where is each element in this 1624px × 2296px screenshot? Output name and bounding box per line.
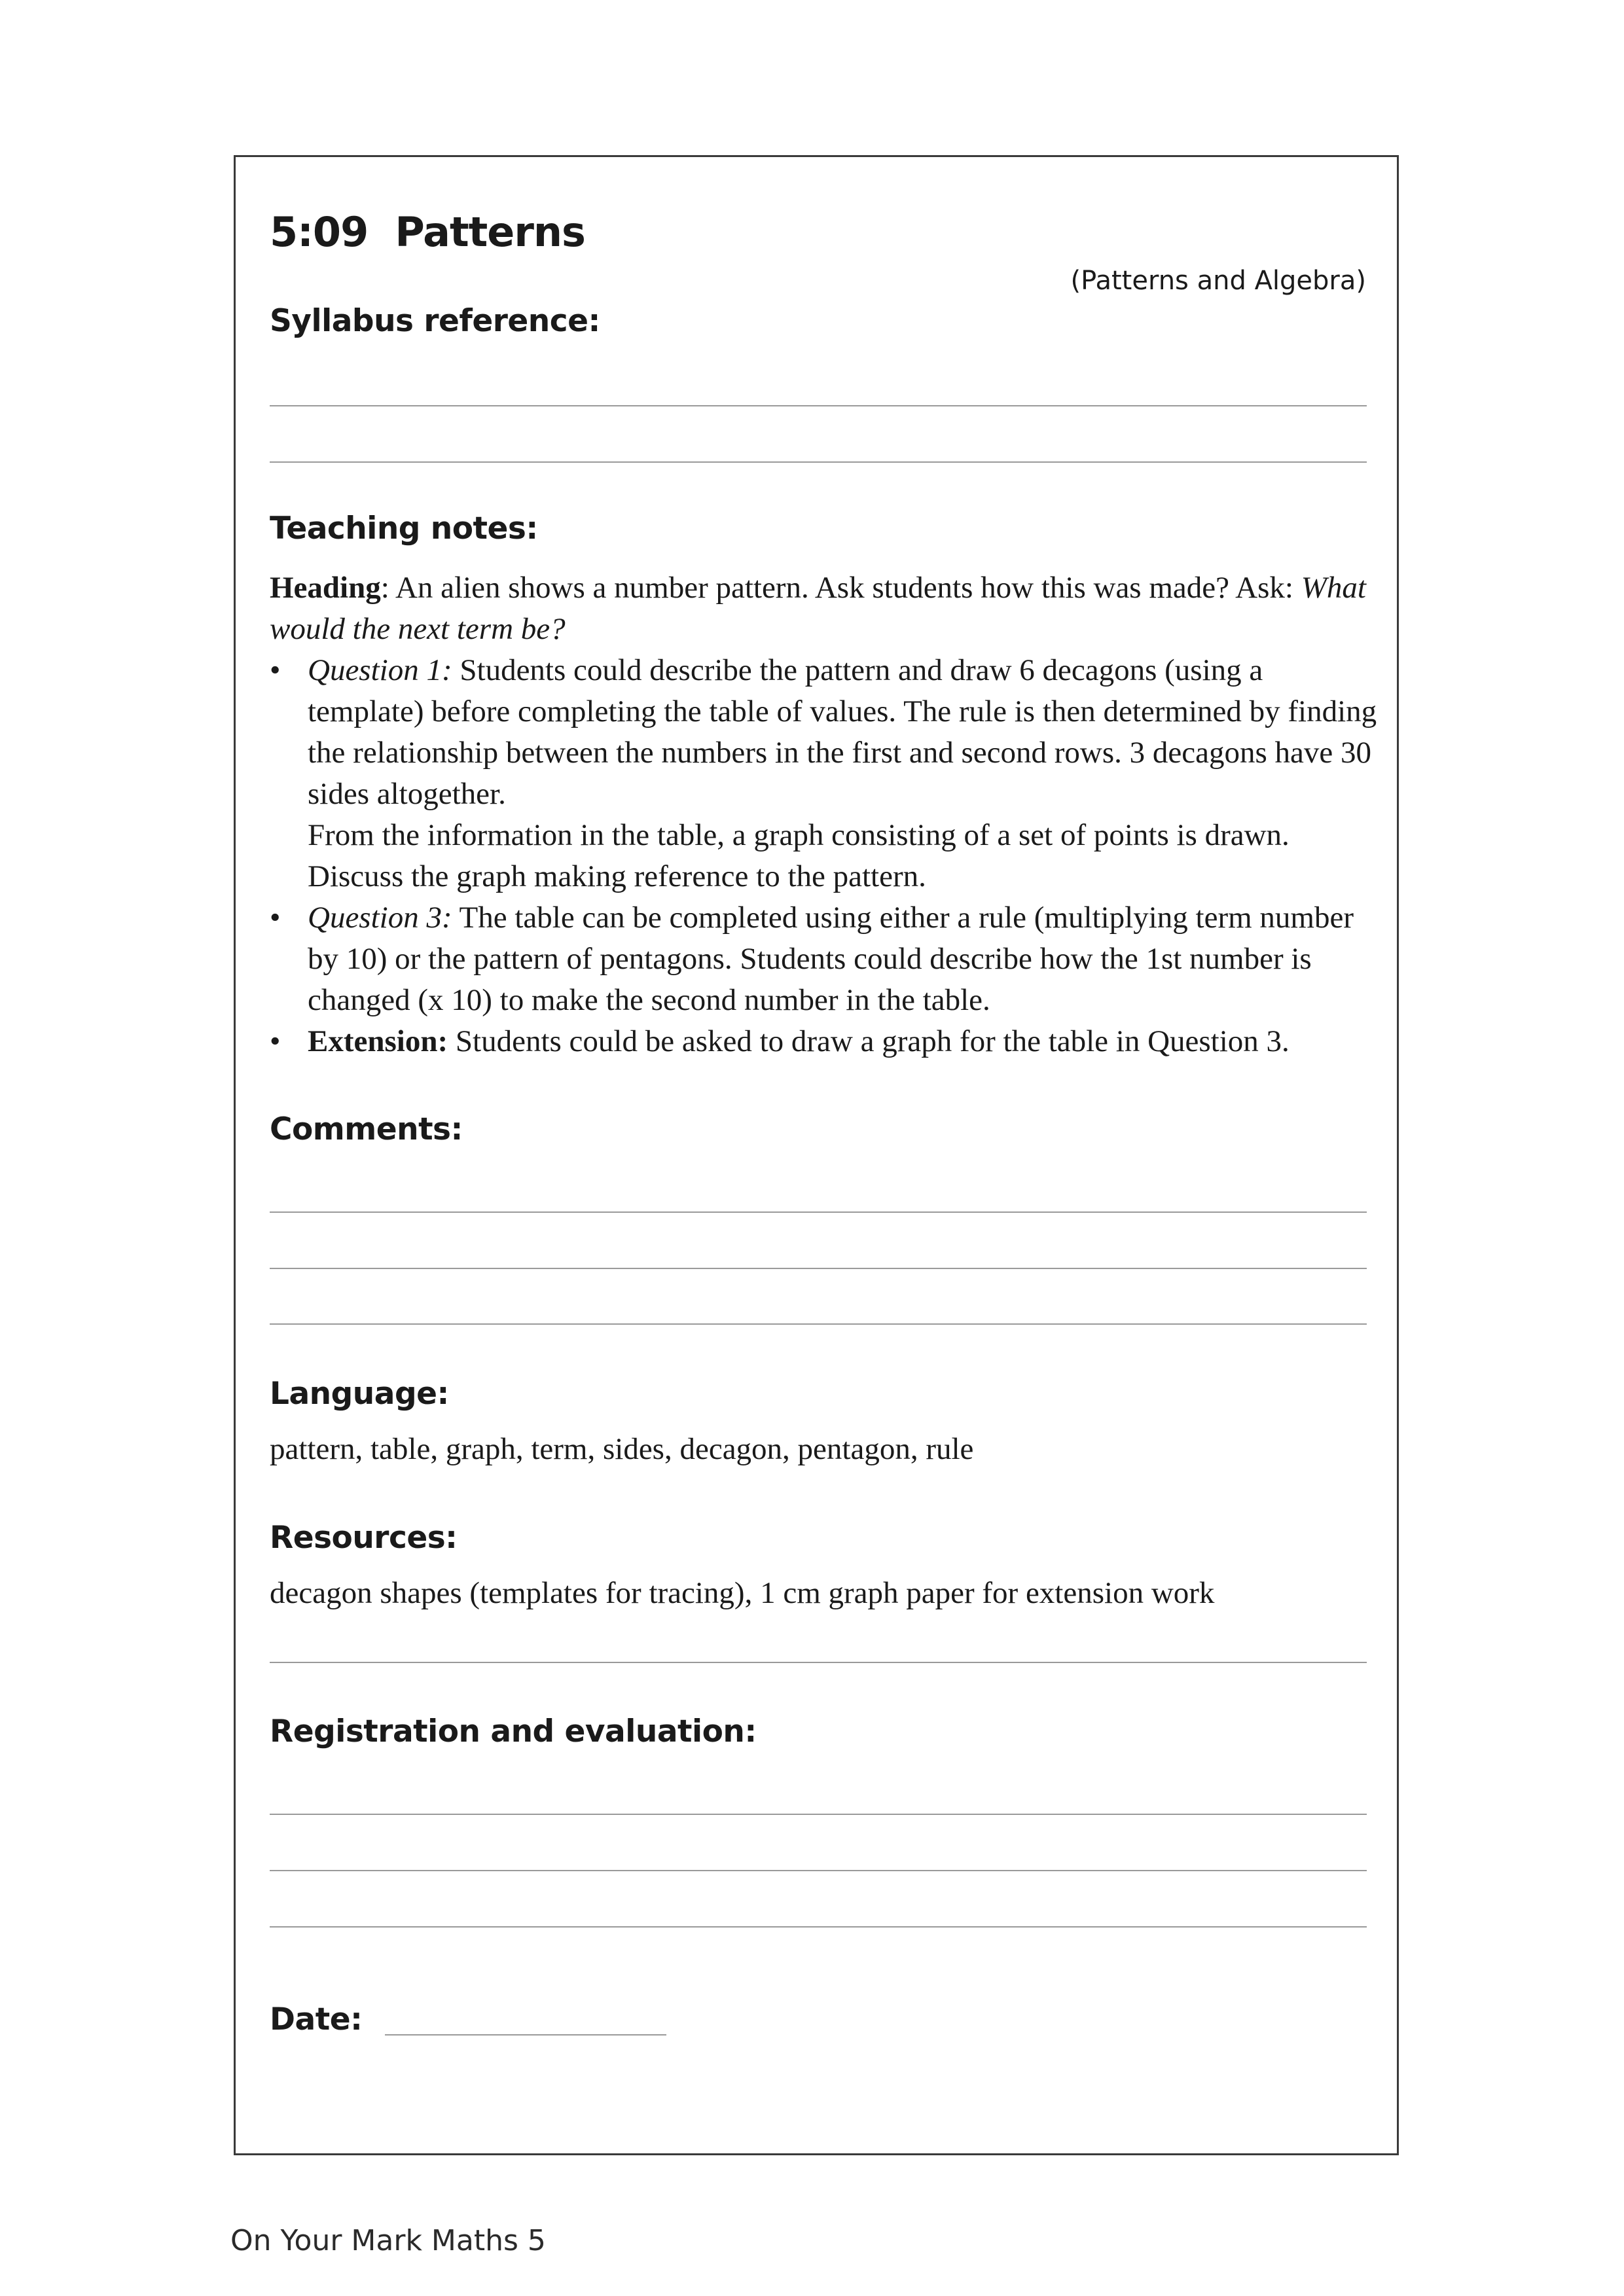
bullet-text: Students could be asked to draw a graph for the table in Question 3. xyxy=(448,1024,1290,1058)
worksheet-frame xyxy=(234,155,1399,2155)
registration-write-line-3 xyxy=(270,1926,1367,1928)
list-item xyxy=(270,650,1382,897)
bullet-extra-text: From the information in the table, a graph consisting of a set of points is drawn. Discuss the graph making reference to the pattern. xyxy=(308,818,1290,893)
registration-heading: Registration and evaluation: xyxy=(270,1713,757,1749)
teaching-notes-body xyxy=(270,567,1382,1062)
language-heading: Language: xyxy=(270,1376,449,1412)
syllabus-write-line-2 xyxy=(270,461,1367,463)
comments-heading: Comments: xyxy=(270,1111,463,1147)
registration-write-line-2 xyxy=(270,1870,1367,1871)
bullet-text: The table can be completed using either a rule (multiplying term number by 10) or the pattern of pentagons. Students could describe how the 1st number is changed (x 10) to make the second number in the table. xyxy=(308,901,1354,1017)
page-footer: On Your Mark Maths 5 xyxy=(230,2224,546,2257)
list-item xyxy=(270,1021,1382,1062)
date-label: Date: xyxy=(270,2001,363,2037)
teaching-notes-list xyxy=(270,650,1382,1062)
bullet-lead: Extension: xyxy=(308,1024,448,1058)
heading-note xyxy=(270,567,1382,650)
bullet-lead: Question 1: xyxy=(308,653,452,687)
syllabus-heading: Syllabus reference: xyxy=(270,303,600,339)
resources-heading: Resources: xyxy=(270,1520,458,1556)
heading-note-label: Heading xyxy=(270,571,381,605)
heading-note-text: : An alien shows a number pattern. Ask students how this was made? Ask: xyxy=(380,571,1301,605)
comments-write-line-3 xyxy=(270,1323,1367,1325)
bullet-lead: Question 3: xyxy=(308,901,452,935)
language-text: pattern, table, graph, term, sides, decagon, pentagon, rule xyxy=(270,1432,974,1466)
bullet-text: Students could describe the pattern and draw 6 decagons (using a template) before completing the table of values. The rule is then determined by finding the relationship between the numbers in the first and second rows. 3 decagons have 30 sides altogether. xyxy=(308,653,1377,811)
teaching-notes-heading: Teaching notes: xyxy=(270,511,538,547)
heading-note-question: What would the next term be? xyxy=(270,571,1366,646)
registration-write-line-1 xyxy=(270,1814,1367,1815)
date-write-line xyxy=(385,2034,666,2036)
lesson-title: 5:09 Patterns xyxy=(270,208,585,256)
list-item xyxy=(270,897,1382,1021)
syllabus-write-line-1 xyxy=(270,405,1367,406)
resources-write-line xyxy=(270,1662,1367,1663)
strand-label: (Patterns and Algebra) xyxy=(1070,266,1366,296)
comments-write-line-2 xyxy=(270,1268,1367,1269)
resources-text: decagon shapes (templates for tracing), 1 cm graph paper for extension work xyxy=(270,1576,1215,1610)
comments-write-line-1 xyxy=(270,1211,1367,1213)
